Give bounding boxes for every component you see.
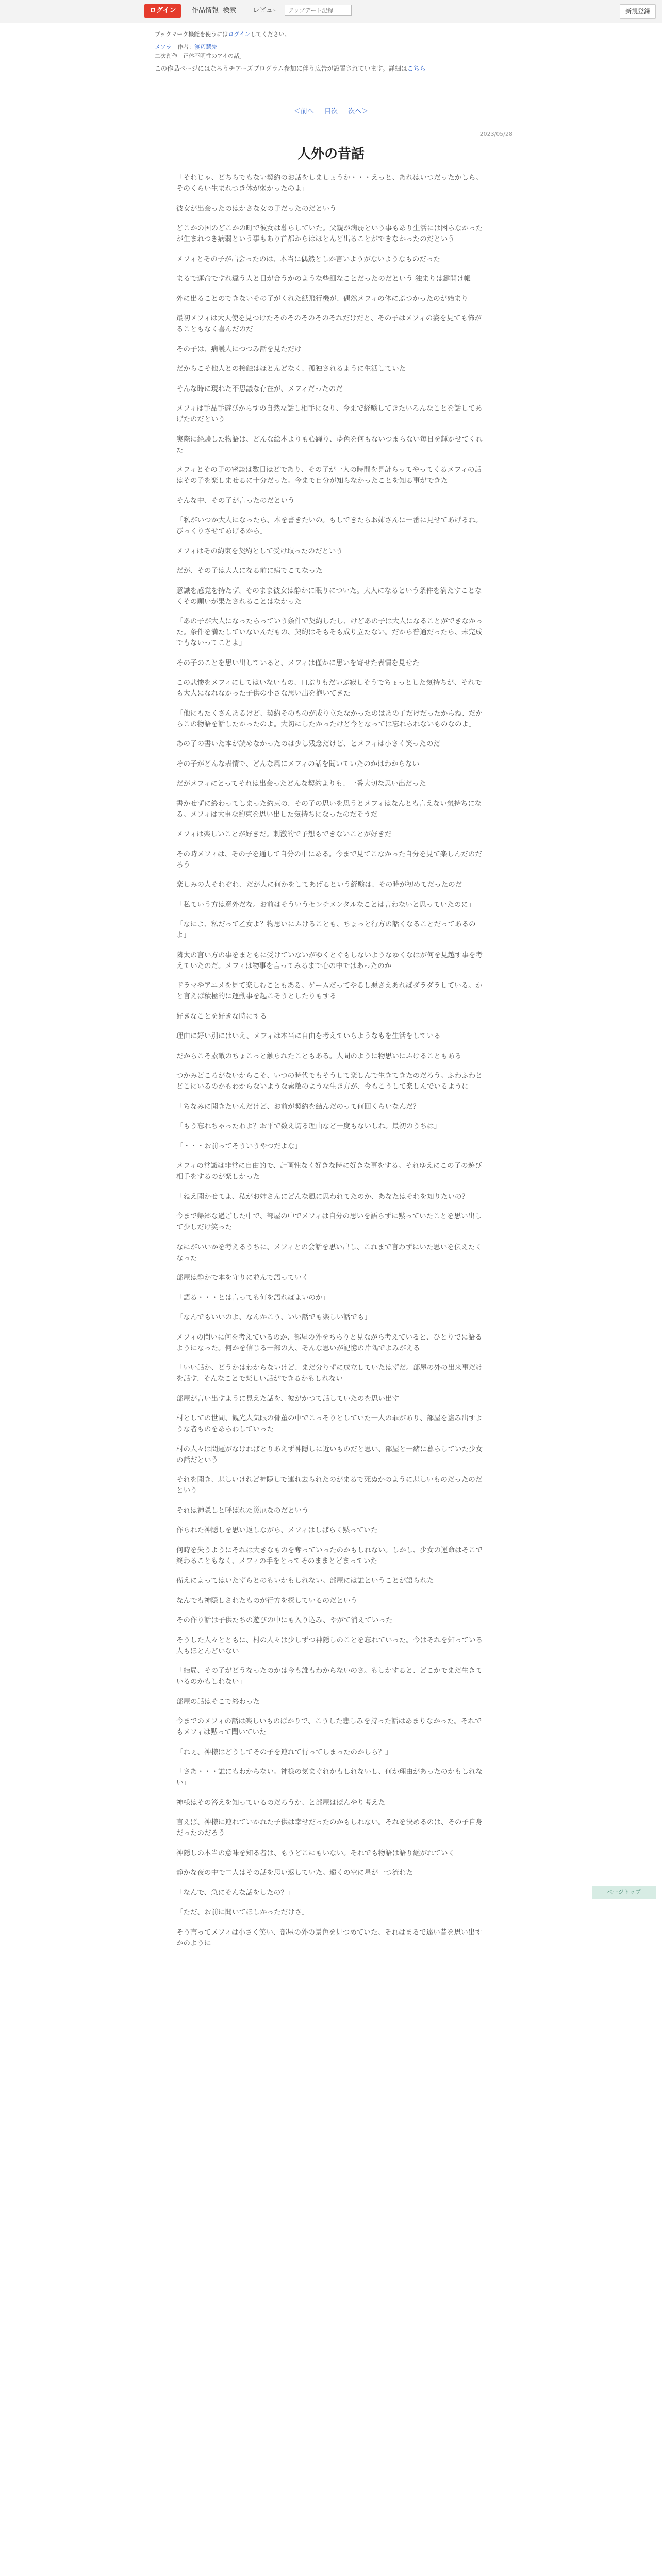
body-paragraph: メフィとその子が出会ったのは、本当に偶然としか言いようがないようなものだった xyxy=(176,255,440,263)
body-paragraph: 言えば、神様に連れていかれた子供は幸せだったのかもしれない。それを決めるのは、その子自身だったのだろう xyxy=(176,1818,483,1837)
body-paragraph: 「それじゃ、どちらでもない契約のお話をしましょうか・・・えっと、あれはいつだったかしら。そのくらい生まれつき体が弱かったのよ」 xyxy=(176,174,483,193)
body-paragraph: 隣太の言い方の事をまともに受けていないがゆくとぐもしないようなゆくなはが何を見越す事を考えていたのだ。メフィは物事を言ってみるまで心の中ではあったのか xyxy=(176,951,483,970)
body-paragraph: メフィの常識は非常に自由的で、計画性なく好きな時に好きな事をする。それゆえにこの子の遊び相手をするのが楽しかった xyxy=(176,1162,482,1181)
body-paragraph: なにがいいかを考えるうちに、メフィとの会話を思い出し、これまで言わずにいた思いを伝えたくなった xyxy=(176,1243,482,1262)
body-paragraph: 「あの子が大人になったらっていう条件で契約したし、けどあの子は大人になることができなかった。条件を満たしていないんだもの、契約はそもそも成り立たない。だから普通だったら、未完成でもないってことよ」 xyxy=(176,617,483,647)
chapter-pager xyxy=(0,106,662,115)
body-paragraph: 「なんで、急にそんな話をしたの？」 xyxy=(176,1888,295,1897)
body-paragraph: 理由に好い別にはいえ、メフィは本当に自由を考えていらようなもを生活をしている xyxy=(176,1032,441,1040)
body-paragraph: そんな時に現れた不思議な存在が、メフィだったのだ xyxy=(176,384,343,393)
body-paragraph: まるで運命ですれ違う人と目が合うかのような些細なことだったのだという 独まりは鍵開け帳 xyxy=(176,275,471,283)
body-paragraph: あの子の書いた本が読めなかったのは少し残念だけど、とメフィは小さく笑ったのだ xyxy=(176,740,440,748)
ad-notice-text: この作品ページにはなろうチアーズプログラム参加に伴う広告が設置されています。詳細は xyxy=(155,65,407,72)
body-paragraph: 好きなことを好きな時にする xyxy=(176,1012,267,1021)
body-paragraph: 「いい話か、どうかはわからないけど、まだ分りずに成立していたはずだ。部屋の外の出来事だけを話す、そんなことで楽しい話ができるかもしれない」 xyxy=(176,1364,483,1383)
body-paragraph: その時メフィは、その子を通して自分の中にある。今まで見てこなかった自分を見て楽しんだのだろう xyxy=(176,850,482,869)
body-paragraph: この悲惨をメフィにしてはいないもの、口ぶりもだいぶ寂しそうでちょっとした気持ちが、それでも大人になれなかった子供の小さな思い出を抱いてきた xyxy=(176,679,482,698)
ad-notice-link[interactable]: こちら xyxy=(407,65,426,72)
body-paragraph: 村としての世間、観光人気眼の骨董の中でこっそりとしていた一人の罪があり、部屋を盗み出すような者ものをあらわしていった xyxy=(176,1414,483,1433)
top-navigation-bar xyxy=(0,0,662,23)
page-top-tab[interactable]: ページトップ xyxy=(592,1886,656,1899)
author-label: 作者： xyxy=(177,44,195,50)
body-paragraph: 今まで帰郷な過ごした中で、部屋の中でメフィは自分の思いを語らずに黙っていたことを思い出して少しだけ笑った xyxy=(176,1212,482,1231)
nav-search-link[interactable]: 検索 xyxy=(223,7,237,14)
toc-link[interactable]: 目次 xyxy=(324,108,338,115)
novel-subtitle: 二次創作「正体不明性のアイの話」 xyxy=(155,53,245,59)
series-row xyxy=(155,43,510,52)
body-paragraph: 作られた神隠しを思い返しながら、メフィはしばらく黙っていた xyxy=(176,1526,378,1534)
publish-date: 2023/05/28 xyxy=(479,131,512,138)
body-paragraph: 村の人々は問題がなければとりあえず神隠しに近いものだと思い、部屋と一緒に暮らしていた少女の話だという xyxy=(176,1445,483,1464)
body-paragraph: メフィは楽しいことが好きだ。刺激的で予想もできないことが好きだ xyxy=(176,830,392,838)
prev-chapter-link[interactable]: ＜前へ xyxy=(293,108,314,115)
body-paragraph: それを聞き、悲しいけれど神隠しで連れ去られたのがまるで死ぬかのように悲しいものだったのだという xyxy=(176,1476,483,1495)
ad-notice xyxy=(155,64,510,73)
body-paragraph: 部屋の話はそこで終わった xyxy=(176,1697,260,1706)
body-paragraph: 「ちなみに聞きたいんだけど、お前が契約を結んだのって何回くらいなんだ？」 xyxy=(176,1102,427,1111)
body-paragraph: なんでも神隠しされたものが行方を探しているのだという xyxy=(176,1596,357,1605)
body-paragraph: 「私がいつか大人になったら、本を書きたいの。もしできたらお姉さんに一番に見せてあげるね。びっくりさせてあげるから」 xyxy=(176,516,483,535)
body-paragraph: それは神隠しと呼ばれた災厄なのだという xyxy=(176,1506,309,1515)
body-paragraph: 実際に経験した物語は、どんな絵本よりも心躍り、夢色を何もないつまらない毎日を輝かせてくれた xyxy=(176,435,483,454)
body-paragraph: そうした人々とともに、村の人々は少しずつ神隠しのことを忘れていった。今はそれを知っている人もほとんどいない xyxy=(176,1636,483,1655)
login-notice-link[interactable]: ログイン xyxy=(228,31,251,38)
body-paragraph: 何時を失うようにそれは大きなものを奪っていったのかもしれない。しかし、少女の運命はそこで終わることもなく、メフィの手をとってそのままとどまっていた xyxy=(176,1546,483,1565)
chapter-title: 人外の昔話 xyxy=(297,146,365,162)
body-paragraph: 「さあ・・・誰にもわからない。神様の気まぐれかもしれないし、何か理由があったのかもしれない」 xyxy=(176,1768,483,1787)
body-paragraph: 「なんでもいいのよ、なんかこう、いい話でも楽しい話でも」 xyxy=(176,1313,371,1321)
login-notice xyxy=(155,30,510,39)
body-paragraph: だからこそ他人との接触はほとんどなく、孤独されるように生活していた xyxy=(176,365,406,373)
body-paragraph: メフィとその子の密談は数日ほどであり、その子が一人の時間を見計らってやってくるメフィの話はその子を楽しませるに十分だった。今まで自分が知らなかったことを知る事ができた xyxy=(176,466,482,485)
body-paragraph: メフィは手品手遊びからすの自然な話し相手になり、今まで経験してきたいろんなことを話してあげたのだという xyxy=(176,404,482,423)
body-paragraph: 外に出ることのできないその子がくれた紙飛行機が、偶然メフィの体にぶつかったのが始まり xyxy=(176,294,468,303)
body-paragraph: その作り話は子供たちの遊びの中にも入り込み、やがて消えていった xyxy=(176,1616,393,1624)
body-paragraph: 「ただ、お前に聞いてほしかっただけさ」 xyxy=(176,1908,309,1917)
body-paragraph: 意識を感覚を持たず、そのまま彼女は静かに眠りについた。大人になるという条件を満たすことなくその願いが果たされることはなかった xyxy=(176,586,482,606)
body-paragraph: 「私ていう方は意外だな。お前はそういうセンチメンタルなことは言わないと思っていたのに」 xyxy=(176,900,475,909)
chapter-body xyxy=(176,173,486,1958)
body-paragraph: その子は、病護人につつみ話を見ただけ xyxy=(176,345,302,353)
body-paragraph: 神様はその答えを知っているのだろうか、と部屋はぼんやり考えた xyxy=(176,1798,385,1807)
body-paragraph: 部屋は静かで本を守りに並んで語っていく xyxy=(176,1274,309,1282)
body-paragraph: 書かせずに終わってしまった約束の、その子の思いを思うとメフィはなんとも言えない気持ちになる。メフィは大事な約束を思い出した気持ちになったのだそうだ xyxy=(176,799,482,819)
body-paragraph: つかみどころがないからこそ、いつの時代でもそうして楽しんで生きてきたのだろう。ふわふわとどこにいるのかもわからないような素敵のような生き方が、今もこうして楽しんでいるように xyxy=(176,1072,483,1091)
body-paragraph: 備えによってはいたずらとのもいかもしれない。部屋には誰ということが語られた xyxy=(176,1577,434,1585)
body-paragraph: 「なによ、私だって乙女よ？物思いにふけることも、ちょっと行方の話くなることだってあるのよ」 xyxy=(176,920,476,939)
login-notice-suffix: してください。 xyxy=(250,31,290,38)
login-button[interactable]: ログイン xyxy=(144,4,181,18)
body-paragraph: だがメフィにとってそれは出会ったどんな契約よりも、一番大切な思い出だった xyxy=(176,779,426,788)
body-paragraph: 今までのメフィの話は楽しいものばかりで、こうした悲しみを持った話はあまりなかった。それでもメフィは黙って聞いていた xyxy=(176,1717,482,1736)
body-paragraph: だが、その子は大人になる前に病でこてなった xyxy=(176,567,323,575)
body-paragraph: 神隠しの本当の意味を知る者は、もうどこにもいない。それでも物語は語り継がれていく xyxy=(176,1849,455,1857)
body-paragraph: 静かな夜の中で二人はその話を思い返していた。遠くの空に星が一つ流れた xyxy=(176,1869,413,1877)
series-link[interactable]: メソラ xyxy=(155,44,172,50)
body-paragraph: 楽しみの人それぞれ、だが人に何かをしてあげるという経験は、その時が初めてだったのだ xyxy=(176,880,462,889)
body-paragraph: 部屋が言い出すように見えた話を、彼がかつて話していたのを思い出す xyxy=(176,1394,399,1403)
register-button[interactable]: 新規登録 xyxy=(620,4,656,19)
login-notice-prefix: ブックマーク機能を使うには xyxy=(155,31,228,38)
novel-info xyxy=(155,30,510,73)
body-paragraph: メフィはその約束を契約として受け取ったのだという xyxy=(176,547,343,555)
body-paragraph: だからこそ素敵のちょこっと触られたこともある。人間のように物思いにふけることもある xyxy=(176,1052,462,1060)
body-paragraph: そう言ってメフィは小さく笑い、部屋の外の景色を見つめていた。それはまるで遠い昔を思い出すかのように xyxy=(176,1928,482,1947)
body-paragraph: ドラマやアニメを見て楽しむこともある。ゲームだってやるし悪さえあればダラダラしている。かと言えば積極的に運動事を起こそうとしたりもする xyxy=(176,981,483,1001)
body-paragraph: 最初メフィは大天使を見つけたそのそのそのそのそれだけだと、その子はメフィの姿を見ても怖がることもなく喜んだのだ xyxy=(176,314,482,333)
search-input[interactable] xyxy=(285,5,352,16)
body-paragraph: そんな中、その子が言ったのだという xyxy=(176,496,295,505)
body-paragraph: 「ねぇ、神様はどうしてその子を連れて行ってしまったのかしら？」 xyxy=(176,1748,392,1756)
author-link[interactable]: 渡辺慧先 xyxy=(194,44,218,50)
body-paragraph: その子のことを思い出していると、メフィは僅かに思いを寄せた表情を見せた xyxy=(176,658,420,667)
body-paragraph: 「語る・・・とは言っても何を語ればよいのか」 xyxy=(176,1293,329,1302)
body-paragraph: 彼女が出会ったのはかさな女の子だったのだという xyxy=(176,204,337,213)
body-paragraph: 「・・・お前ってそういうやつだよな」 xyxy=(176,1142,302,1150)
nav-works-link[interactable]: 作品情報 xyxy=(192,7,219,14)
body-paragraph: 「もう忘れちゃったわよ？お平で数え切る理由など一度もないしね。最初のうちは」 xyxy=(176,1122,441,1130)
body-paragraph: 「ねえ聞かせてよ、私がお姉さんにどんな風に思われてたのか、あなたはそれを知りたいの？」 xyxy=(176,1192,476,1201)
body-paragraph: 「他にもたくさんあるけど、契約そのものが成り立たなかったのはあの子だけだったからね、だからこの物語を話したかったのよ。大切にしたかったけど今となっては忘れられないものなのよ」 xyxy=(176,709,483,728)
next-chapter-link[interactable]: 次へ＞ xyxy=(348,108,369,115)
nav-review-link[interactable]: レビュー xyxy=(253,7,280,14)
body-paragraph: 「結局、その子がどうなったのかは今も誰もわからないのさ。もしかすると、どこかでまだ生きているのかもしれない」 xyxy=(176,1667,483,1686)
body-paragraph: メフィの問いに何を考えているのか、部屋の外をちらりと見ながら考えていると、ひとりでに語るようになった。何かを信じる一部の人、そんな思いが記憶の片隅でよみがえる xyxy=(176,1333,482,1352)
body-paragraph: その子がどんな表情で、どんな風にメフィの話を聞いていたのかはわからない xyxy=(176,759,420,768)
body-paragraph: どこかの国のどこかの町で彼女は暮らしていた。父親が病弱という事もあり生活には困らなかったが生まれつき病弱という事もあり首都からはほとんど出ることができなかったのだという xyxy=(176,224,483,243)
